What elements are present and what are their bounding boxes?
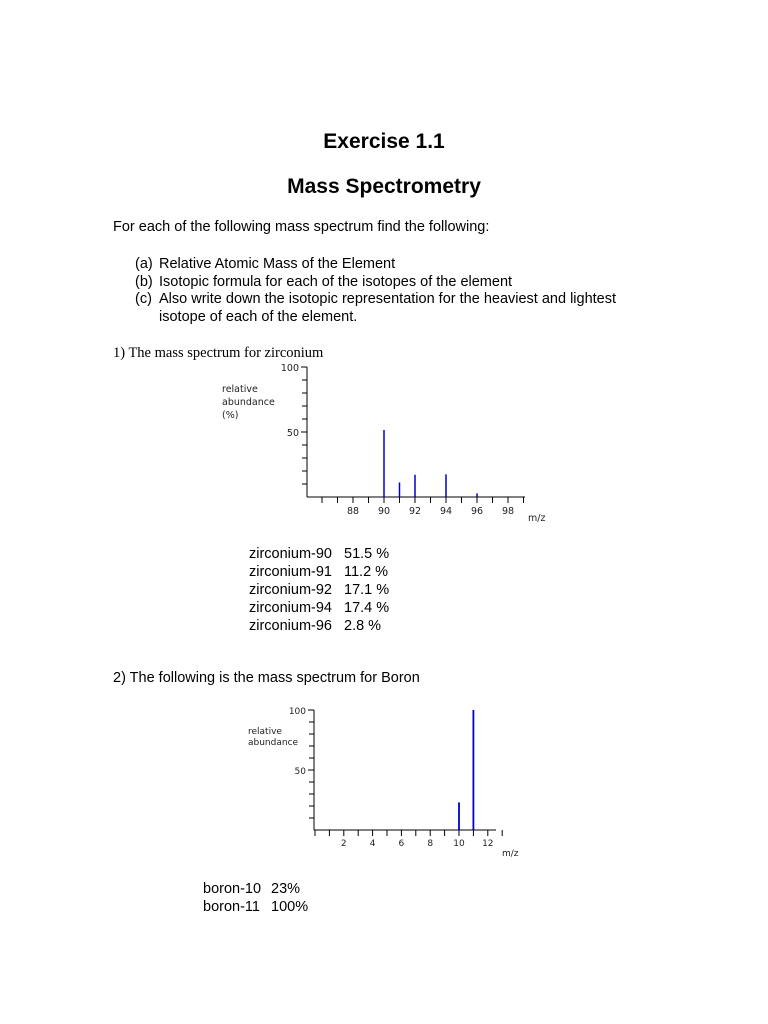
x-tick-label: 2 xyxy=(340,839,347,849)
x-axis-label: m/z xyxy=(502,849,519,859)
x-tick-label: 12 xyxy=(482,839,494,849)
isotope-name: zirconium-92 xyxy=(249,582,332,598)
x-tick-label: 88 xyxy=(346,506,360,517)
y-tick-label: 50 xyxy=(286,428,299,439)
y-axis-label: abundance xyxy=(248,738,299,748)
isotope-abundance: 17.1 % xyxy=(344,582,390,598)
x-tick-label: 96 xyxy=(470,506,484,517)
boron-isotope-list xyxy=(203,880,308,916)
isotope-name: boron-10 xyxy=(203,881,262,897)
isotope-row xyxy=(249,563,389,581)
task-marker: (a) xyxy=(135,256,153,272)
zirconium-isotope-list xyxy=(249,545,389,635)
isotope-name: zirconium-94 xyxy=(249,600,332,616)
y-axis-label: abundance xyxy=(222,397,275,408)
isotope-row xyxy=(249,545,389,563)
isotope-name: boron-11 xyxy=(203,899,260,915)
x-tick-label: 90 xyxy=(377,506,391,517)
isotope-row xyxy=(203,880,308,898)
y-tick-label: 100 xyxy=(288,707,306,717)
question-1-heading: 1) The mass spectrum for zirconium xyxy=(113,345,324,361)
task-text: Isotopic formula for each of the isotopes of the element xyxy=(159,273,513,290)
isotope-name: zirconium-91 xyxy=(249,564,332,580)
isotope-row xyxy=(203,898,308,916)
isotope-name: zirconium-90 xyxy=(249,546,332,562)
task-text: Also write down the isotopic representation for the heaviest and lightest xyxy=(159,291,617,307)
x-tick-label: 8 xyxy=(427,839,434,849)
isotope-abundance: 2.8 % xyxy=(344,618,382,634)
x-tick-label: 6 xyxy=(398,839,405,849)
question-2-heading: 2) The following is the mass spectrum for Boron xyxy=(113,670,420,686)
isotope-abundance: 17.4 % xyxy=(344,600,390,616)
isotope-abundance: 11.2 % xyxy=(344,564,389,580)
intro-text: For each of the following mass spectrum find the following: xyxy=(113,219,490,235)
isotope-abundance: 100% xyxy=(271,899,309,915)
y-axis-label: relative xyxy=(222,384,258,395)
x-tick-label: 92 xyxy=(408,506,422,517)
y-axis-label: (%) xyxy=(222,410,239,421)
isotope-row xyxy=(249,599,389,617)
x-tick-label: 10 xyxy=(453,839,465,849)
isotope-row xyxy=(249,617,389,635)
task-text: Relative Atomic Mass of the Element xyxy=(159,256,396,272)
y-tick-label: 50 xyxy=(294,767,306,777)
task-marker: (c) xyxy=(135,291,152,307)
isotope-abundance: 23% xyxy=(271,881,301,897)
x-tick-label: 94 xyxy=(439,506,453,517)
y-axis-label: relative xyxy=(248,727,282,737)
isotope-name: zirconium-96 xyxy=(249,618,332,634)
x-tick-label: 4 xyxy=(369,839,376,849)
isotope-abundance: 51.5 % xyxy=(344,546,390,562)
isotope-row xyxy=(249,581,389,599)
page-title: Exercise 1.1 xyxy=(323,130,445,153)
task-text: isotope of each of the element. xyxy=(159,308,358,325)
y-tick-label: 100 xyxy=(280,363,299,374)
x-tick-label: 98 xyxy=(501,506,515,517)
task-marker: (b) xyxy=(135,273,153,290)
x-axis-label: m/z xyxy=(528,513,546,524)
page-subtitle: Mass Spectrometry xyxy=(287,175,481,198)
